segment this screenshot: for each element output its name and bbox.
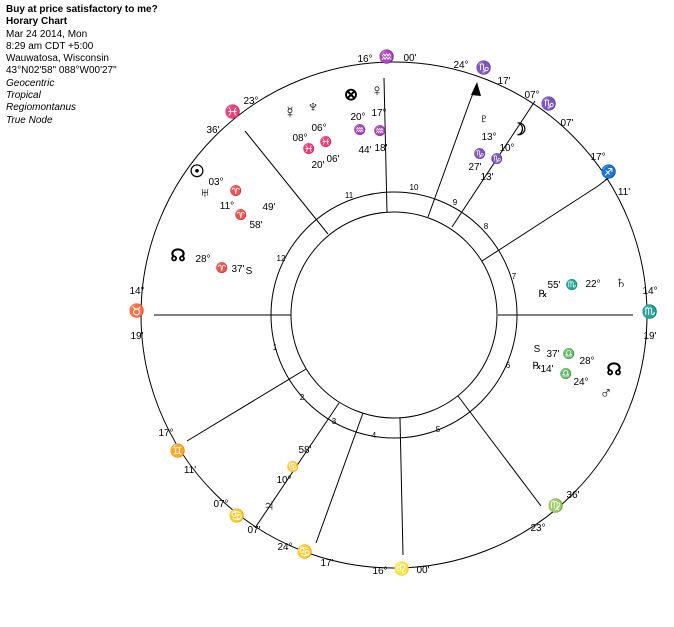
planet-1-degree: 03°	[208, 177, 224, 188]
cusp-line-2	[187, 369, 306, 441]
planet-9-degree: 10°	[499, 143, 515, 154]
planet-7-motion-marker: ℞	[532, 361, 542, 372]
planet-2-sign-icon: ♈	[234, 210, 248, 221]
planet-13-degree: 06°	[311, 123, 327, 134]
planet-3-glyph-icon: ☊	[170, 246, 186, 265]
option-tropical: Tropical	[6, 90, 41, 102]
planet-1-minute: 49'	[262, 202, 276, 213]
cusp-4-minute: 17'	[320, 558, 334, 569]
planet-11-minute: 18'	[374, 143, 388, 154]
planet-9-minute: 13'	[480, 172, 494, 183]
planet-10-sign-icon: ♒	[353, 125, 367, 136]
cusp-5-sign-icon: ♌	[393, 561, 411, 576]
planet-9-sign-icon: ♑	[490, 154, 504, 165]
planet-6-minute: 37'	[546, 349, 560, 360]
planet-2-degree: 11°	[219, 201, 235, 212]
cusp-7-minute: 19'	[643, 331, 657, 342]
planet-6-degree: 28°	[579, 356, 595, 367]
planet-4-sign-icon: ♋	[286, 462, 300, 473]
cusp-9-sign-icon: ♑	[540, 96, 558, 111]
option-geocentric: Geocentric	[6, 77, 55, 89]
house-number-7: 7	[511, 272, 517, 281]
cusp-lines	[154, 78, 633, 555]
cusp-2-degree: 17°	[158, 428, 174, 439]
cusp-8-degree: 17°	[590, 152, 606, 163]
planet-1-glyph-icon: ☉	[189, 162, 205, 181]
planet-13-glyph-icon: ♆	[306, 97, 320, 116]
planet-12-minute: 20'	[311, 160, 325, 171]
cusp-4-sign-icon: ♋	[296, 544, 314, 559]
planet-5-degree: 22°	[585, 279, 601, 290]
cusp-3-degree: 07°	[213, 499, 229, 510]
chart-question: Buy at price satisfactory to me?	[6, 4, 158, 15]
planet-12-glyph-icon: ☿	[283, 103, 297, 122]
cusp-1-degree: 14°	[129, 286, 145, 297]
cusp-12-degree: 23°	[243, 96, 259, 107]
cusp-10-degree: 24°	[453, 60, 469, 71]
planet-5-minute: 55'	[547, 280, 561, 291]
planet-4-degree: 10°	[276, 475, 292, 486]
planet-2-minute: 58'	[249, 220, 263, 231]
inner-ring	[291, 212, 497, 418]
planet-1-sign-icon: ♈	[229, 186, 243, 197]
chart-type: Horary Chart	[6, 16, 68, 28]
planet-3-minute: 37'	[231, 264, 245, 275]
house-number-4: 4	[371, 431, 377, 440]
planet-9-glyph-icon: ☽	[511, 120, 527, 139]
planet-5-glyph-icon: ♄	[614, 273, 628, 292]
cusp-6-sign-icon: ♍	[547, 498, 565, 513]
cusp-7-sign-icon: ♏	[641, 304, 659, 319]
planet-13-sign-icon: ♓	[319, 137, 333, 148]
option-node: True Node	[6, 114, 53, 126]
cusp-2-minute: 11'	[183, 465, 197, 476]
cusp-1-minute: 19'	[130, 331, 144, 342]
planet-7-degree: 24°	[573, 377, 589, 388]
cusp-11-minute: 00'	[403, 53, 417, 64]
cusp-12-sign-icon: ♓	[224, 104, 242, 119]
house-number-2: 2	[299, 393, 305, 402]
cusp-line-12	[245, 131, 328, 234]
cusp-line-10	[428, 101, 470, 217]
house-number-6: 6	[505, 361, 511, 370]
planet-11-sign-icon: ♒	[373, 126, 387, 137]
house-number-12: 12	[276, 254, 286, 263]
cusp-4-degree: 24°	[277, 542, 293, 553]
planet-8-sign-icon: ♑	[473, 149, 487, 160]
planet-8-minute: 27'	[468, 162, 482, 173]
cusp-8-sign-icon: ♐	[600, 164, 618, 179]
cusp-6-degree: 23°	[530, 523, 546, 534]
house-number-10: 10	[409, 183, 419, 192]
planet-6-glyph-icon: ☊	[606, 360, 622, 379]
cusp-line-8	[482, 186, 598, 261]
cusp-11-sign-icon: ♒	[378, 49, 396, 64]
cusp-6-minute: 36'	[566, 490, 580, 501]
chart-time: 8:29 am CDT +5:00	[6, 40, 94, 52]
house-number-1: 1	[272, 343, 278, 352]
planet-2-glyph-icon: ♅	[198, 183, 212, 202]
chart-coords: 43°N02'58" 088°W00'27"	[6, 65, 117, 77]
cusp-3-sign-icon: ♋	[228, 508, 246, 523]
planet-5-motion-marker: ℞	[538, 289, 548, 300]
cusp-12-minute: 36'	[206, 125, 220, 136]
planet-3-degree: 28°	[195, 254, 211, 265]
planet-5-sign-icon: ♏	[565, 280, 579, 291]
cusp-line-6	[458, 396, 541, 506]
mc-arrow	[470, 82, 481, 101]
cusp-2-sign-icon: ♊	[169, 443, 187, 458]
planet-8-glyph-icon: ♇	[477, 109, 491, 128]
cusp-11-degree: 16°	[357, 54, 373, 65]
planet-7-glyph-icon: ♂	[599, 383, 613, 402]
cusp-5-minute: 00'	[416, 565, 430, 576]
planet-3-sign-icon: ♈	[215, 263, 229, 274]
planet-10-minute: 44'	[358, 145, 372, 156]
planet-7-sign-icon: ♎	[559, 369, 573, 380]
planet-10-degree: 20°	[350, 112, 366, 123]
planet-8-degree: 13°	[481, 132, 497, 143]
planet-labels	[170, 81, 627, 515]
cusp-7-degree: 14°	[642, 286, 658, 297]
cusp-labels	[129, 49, 658, 577]
cusp-5-degree: 16°	[372, 566, 388, 577]
cusp-8-minute: 11'	[617, 187, 631, 198]
chart-date: Mar 24 2014, Mon	[6, 28, 88, 40]
cusp-9-minute: 07'	[560, 118, 574, 129]
planet-3-motion-marker: S	[245, 266, 253, 277]
planet-6-sign-icon: ♎	[562, 349, 576, 360]
planet-4-glyph-icon: ♃	[262, 496, 276, 515]
house-number-11: 11	[344, 191, 354, 200]
planet-12-degree: 08°	[292, 133, 308, 144]
planet-11-degree: 17°	[371, 108, 387, 119]
planet-13-minute: 06'	[326, 154, 340, 165]
house-number-5: 5	[435, 425, 441, 434]
planet-7-minute: 14'	[540, 364, 554, 375]
cusp-3-minute: 07'	[247, 525, 261, 536]
house-number-8: 8	[483, 222, 489, 231]
cusp-10-sign-icon: ♑	[475, 60, 493, 75]
option-house-system: Regiomontanus	[6, 102, 77, 114]
planet-11-glyph-icon: ♀	[370, 81, 384, 100]
house-ring	[271, 192, 517, 438]
house-number-9: 9	[452, 198, 458, 207]
planet-6-motion-marker: S	[533, 344, 541, 355]
cusp-line-4	[316, 413, 363, 543]
planet-4-minute: 58'	[298, 445, 312, 456]
chart-place: Wauwatosa, Wisconsin	[6, 53, 109, 65]
cusp-10-minute: 17'	[497, 76, 511, 87]
planet-12-sign-icon: ♓	[302, 144, 316, 155]
house-numbers	[273, 183, 517, 440]
cusp-1-sign-icon: ♉	[128, 303, 146, 318]
house-number-3: 3	[331, 417, 337, 426]
cusp-9-degree: 07°	[524, 90, 540, 101]
planet-10-glyph-icon: ⊗	[343, 85, 359, 104]
cusp-line-5	[400, 418, 403, 555]
